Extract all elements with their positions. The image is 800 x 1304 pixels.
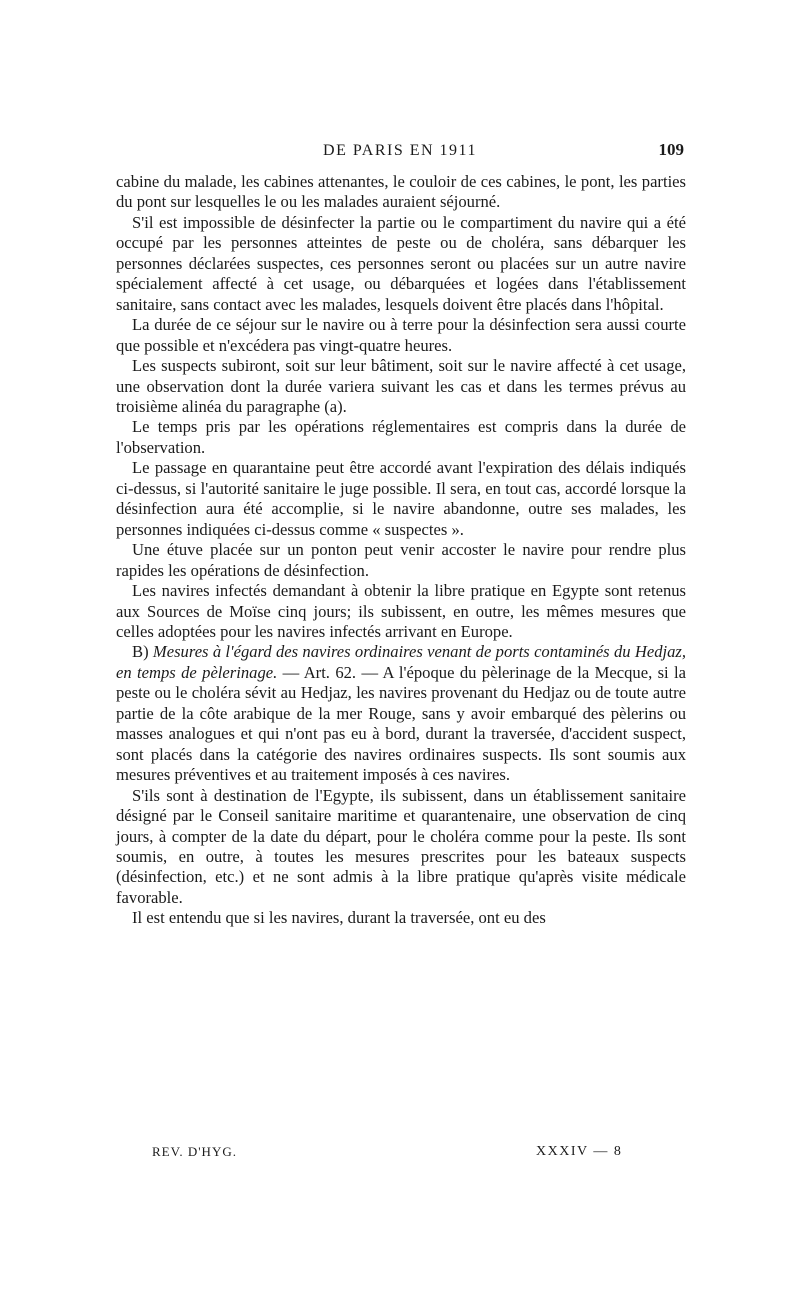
paragraph: Une étuve placée sur un ponton peut venir accoster le navire pour rendre plus rapides les opérations de désinfection. [116,540,686,580]
section-text: — Art. 62. — A l'époque du pèlerinage de la Mecque, si la peste ou le choléra sévit au Hedjaz, les navires provenant du Hedjaz ou de toute autre partie de la côte arabique de la mer Rouge, sans y avoir embarqué des pèlerins ou masses analogues et qui n'ont pas eu à bord, durant la traversée, d'accident suspect, sont placés dans la catégorie des navires ordinaires suspects. Ils sont soumis aux mesures préventives et au traitement imposés à ces navires. [116,662,686,785]
running-title: DE PARIS EN 1911 [323,142,477,159]
paragraph: Les navires infectés demandant à obtenir la libre pratique en Egypte sont retenus aux Sources de Moïse cinq jours; ils subissent, en outre, les mêmes mesures que celles adoptées pour les navires infectés arrivant en Europe. [116,581,686,641]
paragraph: Le passage en quarantaine peut être accordé avant l'expiration des délais indiqués ci-dessus, si l'autorité sanitaire le juge possible. Il sera, en tout cas, accordé lorsque la désinfection aura été accomplie, si le navire abandonne, outre ses malades, les personnes indiquées ci-dessus comme « suspectes ». [116,458,686,539]
paragraph: S'ils sont à destination de l'Egypte, ils subissent, dans un établissement sanitaire désigné par le Conseil sanitaire maritime et quarantenaire, une observation de cinq jours, à compter de la date du départ, pour le choléra comme pour la peste. Ils sont soumis, en outre, à toutes les mesures prescrites pour les bateaux suspects (désinfection, etc.) et ne sont admis à la libre pratique qu'après visite médicale favorable. [116,785,686,907]
paragraph: Il est entendu que si les navires, durant la traversée, ont eu des [132,908,546,928]
footer-journal: REV. D'HYG. [152,1144,237,1159]
paragraph: cabine du malade, les cabines attenantes, le couloir de ces cabines, le pont, les parties du pont sur lesquelles le ou les malades auraient séjourné. [116,172,686,212]
section-label: B) [132,642,149,662]
page-number: 109 [658,140,684,159]
section-heading: Mesures à l'égard des navires ordinaires venant de ports contaminés du Hedjaz, en temps de pèlerinage. [116,642,687,682]
footer-signature: XXXIV — 8 [536,1144,623,1159]
paragraph: La durée de ce séjour sur le navire ou à terre pour la désinfection sera aussi courte que possible et n'excédera pas vingt-quatre heures. [116,315,686,355]
paragraph: Les suspects subiront, soit sur leur bâtiment, soit sur le navire affecté à cet usage, une observation dont la durée variera suivant les cas et dans les termes prévus au troisième alinéa du paragraphe (a). [116,356,686,416]
body-text [116,172,686,929]
paragraph: Le temps pris par les opérations réglementaires est compris dans la durée de l'observation. [116,417,686,457]
paragraph-section-b [116,642,686,785]
paragraph: S'il est impossible de désinfecter la partie ou le compartiment du navire qui a été occupé par les personnes atteintes de peste ou de choléra, sans débarquer les personnes déclarées suspectes, ces personnes seront ou placées sur un autre navire spécialement affecté à cet usage, ou débarquées et logées dans l'établissement sanitaire, sans contact avec les malades, lesquels doivent être placés dans l'hôpital. [116,212,686,314]
